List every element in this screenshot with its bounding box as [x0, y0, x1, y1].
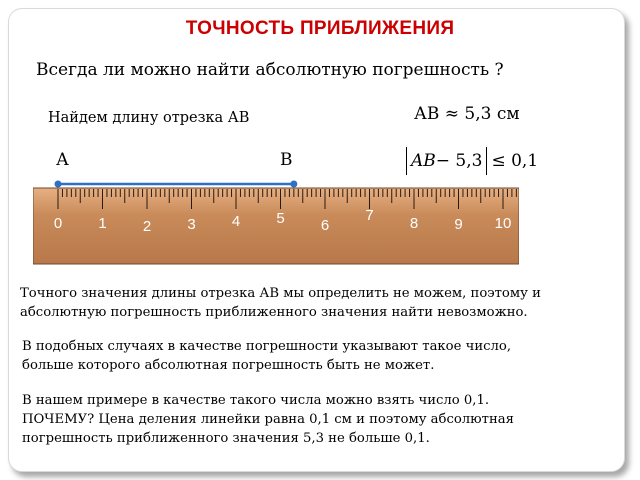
formula-minus: − 5,3 — [435, 151, 483, 171]
ruler-svg — [33, 176, 519, 266]
paragraph-2-line-2: больше которого абсолютная погрешность быть не может. — [22, 358, 435, 373]
ruler-number: 1 — [98, 215, 107, 232]
paragraph-3-line-2: ПОЧЕМУ? Цена деления линейки равна 0,1 см и поэтому абсолютная — [22, 412, 514, 427]
paragraph-1-line-2: абсолютную погрешность приближенного значения найти невозможно. — [20, 305, 528, 320]
point-a-label: А — [56, 150, 69, 170]
ruler-number: 2 — [142, 218, 152, 235]
ruler-number: 4 — [231, 213, 241, 230]
ruler-number: 9 — [454, 216, 463, 233]
paragraph-3-line-1: В нашем примере в качестве такого числа можно взять число 0,1. — [22, 393, 490, 408]
ruler-number: 0 — [53, 215, 63, 232]
ruler — [33, 176, 519, 270]
formula-ab: AB — [411, 151, 436, 171]
slide-title: ТОЧНОСТЬ ПРИБЛИЖЕНИЯ — [185, 18, 455, 39]
point-a-dot — [55, 181, 62, 188]
paragraph-1 — [20, 284, 620, 322]
ruler-number: 3 — [187, 216, 196, 233]
abs-bar-left — [406, 147, 407, 175]
paragraph-1-line-1: Точного значения длины отрезка АВ мы определить не можем, поэтому и — [20, 286, 541, 301]
point-b-dot — [290, 181, 297, 188]
ruler-number: 10 — [494, 215, 512, 232]
approx-value: АВ ≈ 5,3 см — [414, 104, 520, 124]
abs-bar-right — [486, 147, 487, 175]
paragraph-3-line-3: погрешность приближенного значения 5,3 не больше 0,1. — [22, 431, 430, 446]
paragraph-3 — [22, 391, 622, 448]
paragraph-2 — [22, 337, 622, 375]
paragraph-2-line-1: В подобных случаях в качестве погрешности указывают такое число, — [22, 339, 512, 354]
ruler-number: 8 — [409, 215, 419, 232]
question-text: Всегда ли можно найти абсолютную погрешность ? — [36, 60, 504, 80]
formula-rhs: ≤ 0,1 — [491, 151, 539, 171]
point-b-label: В — [280, 150, 293, 170]
ruler-number: 7 — [365, 207, 374, 224]
error-formula — [402, 146, 538, 176]
find-length-text: Найдем длину отрезка АВ — [48, 110, 250, 126]
ruler-number: 5 — [276, 210, 285, 227]
ruler-number: 6 — [320, 217, 330, 234]
